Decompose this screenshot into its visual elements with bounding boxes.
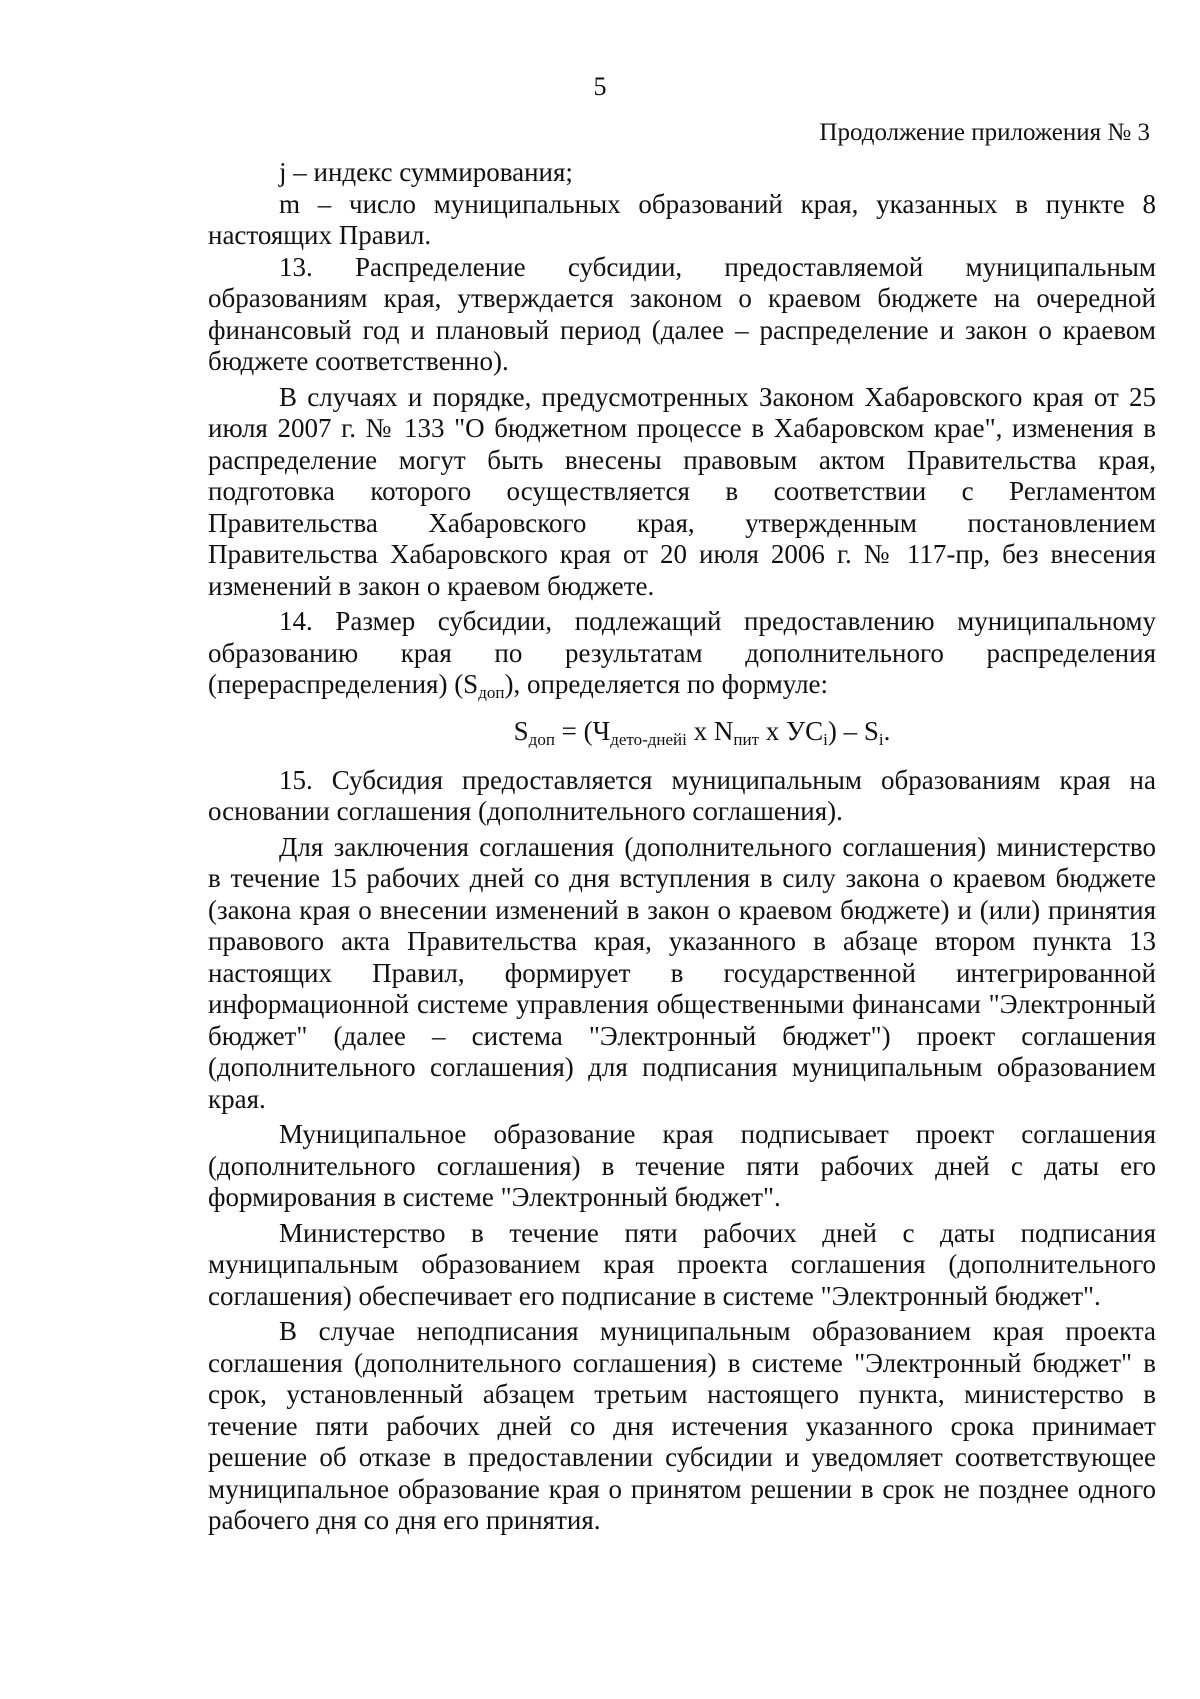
formula-eq-open: = (Ч: [554, 715, 611, 746]
paragraph-14-tail: ), определяется по формуле:: [504, 669, 829, 699]
formula-end: .: [883, 715, 891, 746]
document-body: [208, 157, 1156, 1537]
formula-x2: x УС: [759, 715, 824, 746]
paragraph-15-refusal: В случае неподписания муниципальным образованием края проекта соглашения (дополнительного соглашения) в системе "Электронный бюджет" в срок, установленный абзацем третьим настоящего пункта, министерство в течение пяти рабочих дней со дня истечения указанного срока принимает решение об отказе в предоставлении субсидии и уведомляет соответствующее муниципальное образование края о принятом решении в срок не позднее одного рабочего дня со дня его принятия.: [208, 1316, 1156, 1535]
paragraph-15-ministry: Министерство в течение пяти рабочих дней с даты подписания муниципальным образованием края проекта соглашения (дополнительного соглашения) обеспечивает его подписание в системе "Электронный бюджет".: [208, 1217, 1156, 1311]
paragraph-j-index: j – индекс суммирования;: [279, 157, 573, 187]
formula-ch-sub: дето-днейi: [610, 729, 687, 749]
formula-s: S: [513, 715, 529, 746]
paragraph-14-subscript: доп: [478, 683, 505, 702]
formula-n-sub: пит: [733, 729, 759, 749]
paragraph-13-amendments: В случаях и порядке, предусмотренных Законом Хабаровского края от 25 июля 2007 г. № 133 "О бюджетном процессе в Хабаровском крае", изменения в распределение могут быть внесены правовым актом Правительства края, подготовка которого осуществляется в соответствии с Регламентом Правительства Хабаровского края, утвержденным постановлением Правительства Хабаровского края от 20 июля 2006 г. № 117-пр, без внесения изменений в закон о краевом бюджете.: [208, 381, 1156, 601]
paragraph-14-text: 14. Размер субсидии, подлежащий предоставлению муниципальному образованию края по результатам дополнительного распределения (перераспределения) (S: [208, 606, 1156, 699]
formula-s-sub: доп: [528, 729, 555, 749]
page-number: 5: [593, 72, 607, 101]
appendix-note: Продолжение приложения № 3: [819, 119, 1150, 146]
paragraph-15: 15. Субсидия предоставляется муниципальным образованиям края на основании соглашения (дополнительного соглашения).: [208, 764, 1156, 826]
formula-minus: ) – S: [827, 715, 879, 746]
formula-s-dop: [208, 711, 1156, 751]
paragraph-15-signing: Муниципальное образование края подписывает проект соглашения (дополнительного соглашения) в течение пяти рабочих дней с даты его формирования в системе "Электронный бюджет".: [208, 1119, 1156, 1212]
formula-x1: x N: [686, 715, 734, 746]
paragraph-13: 13. Распределение субсидии, предоставляемой муниципальным образованиям края, утверждается законом о краевом бюджете на очередной финансовый год и плановый период (далее – распределение и закон о краевом бюджете соответственно).: [208, 251, 1156, 376]
paragraph-14: [208, 606, 1156, 701]
formula-si-sub: i: [878, 729, 884, 749]
paragraph-m-count: m – число муниципальных образований края, указанных в пункте 8 настоящих Правил.: [208, 188, 1156, 250]
paragraph-15-agreement: Для заключения соглашения (дополнительного соглашения) министерство в течение 15 рабочих дней со дня вступления в силу закона о краевом бюджете (закона края о внесении изменений в закон о краевом бюджете) и (или) принятия правового акта Правительства края, указанного в абзаце втором пункта 13 настоящих Правил, формирует в государственной интегрированной информационной системе управления общественными финансами "Электронный бюджет" (далее – система "Электронный бюджет") проект соглашения (дополнительного соглашения) для подписания муниципальным образованием края.: [208, 831, 1156, 1114]
formula-us-sub: i: [823, 729, 828, 749]
